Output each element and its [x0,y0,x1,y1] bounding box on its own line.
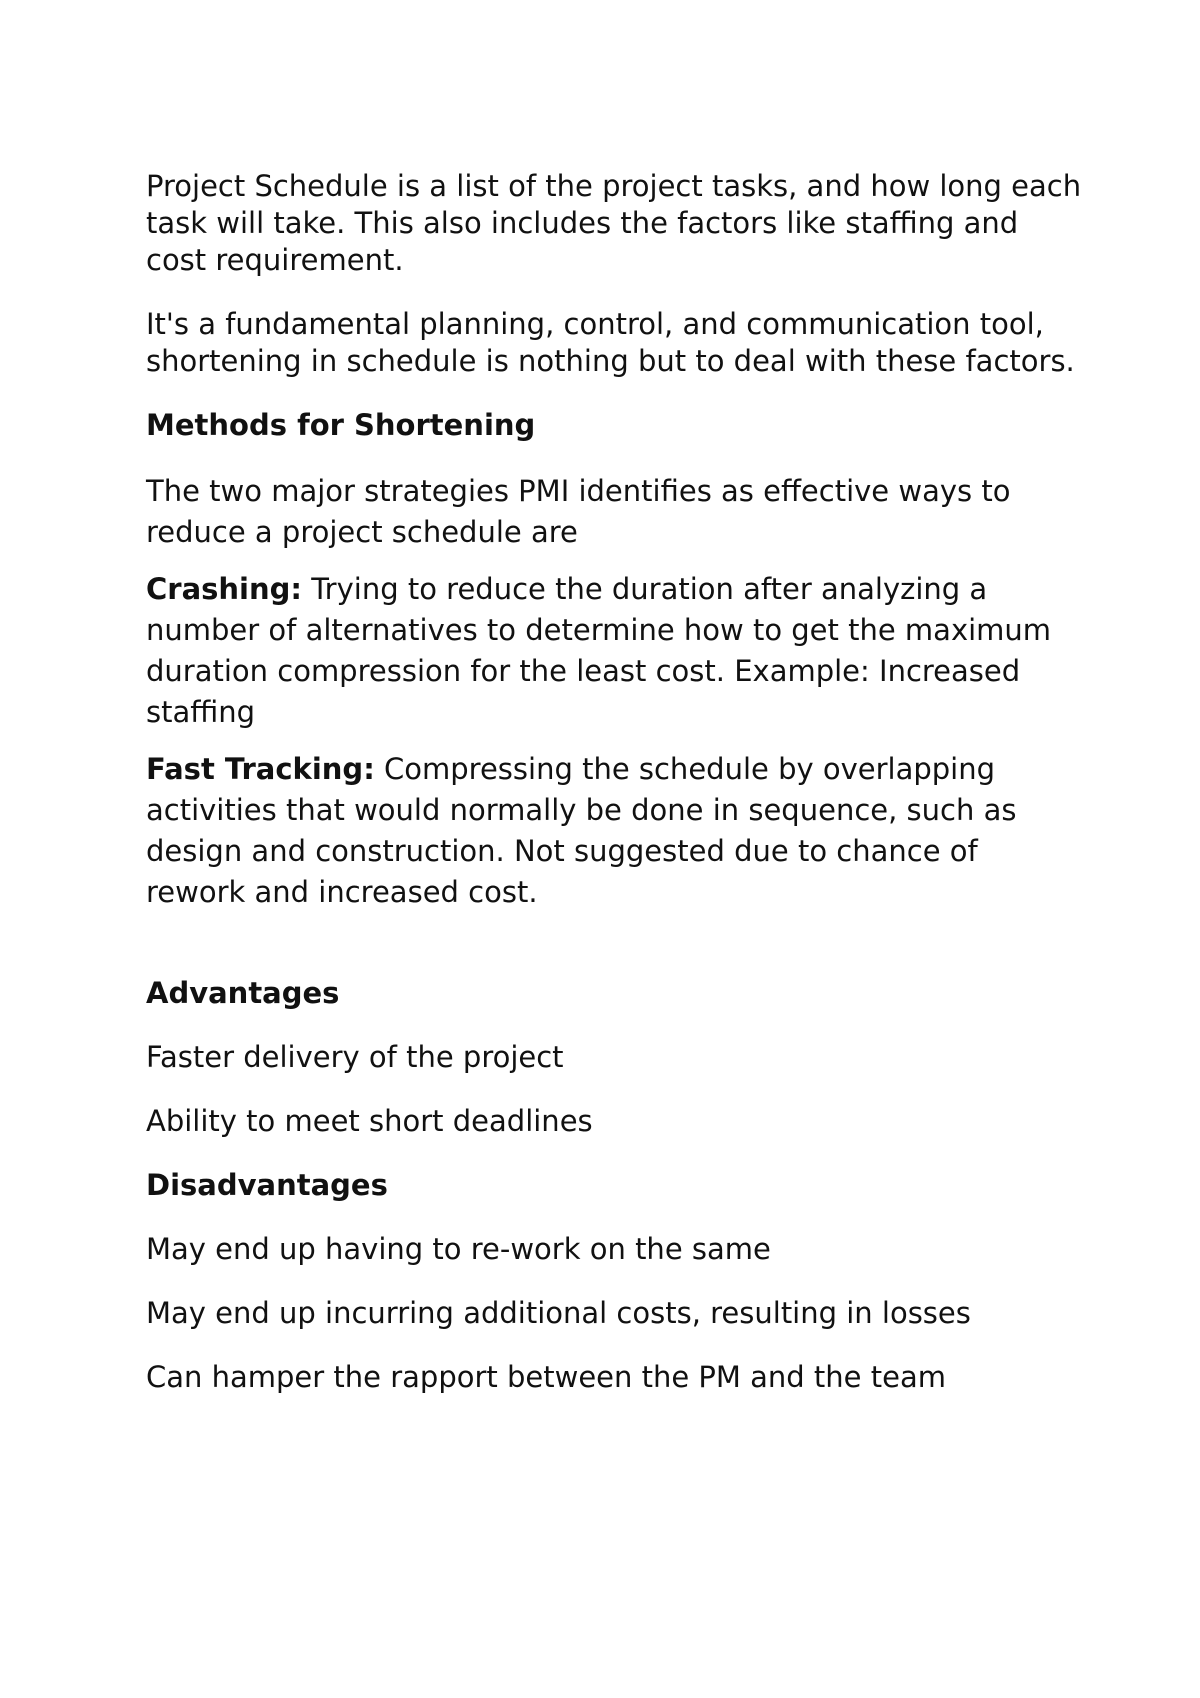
crashing-paragraph [146,569,1086,733]
document-page [146,168,1086,1423]
disadvantages-heading: Disadvantages [146,1168,388,1202]
fast-tracking-term: Fast Tracking: [146,752,375,786]
intro-paragraph-1: Project Schedule is a list of the project tasks, and how long each task will take. This also includes the factors like staffing and cost requirement. [146,169,1082,277]
advantage-item: Ability to meet short deadlines [146,1104,593,1138]
intro-paragraph-2: It's a fundamental planning, control, and communication tool, shortening in schedule is nothing but to deal with these factors. [146,307,1075,378]
disadvantage-item: May end up incurring additional costs, resulting in losses [146,1296,971,1330]
advantages-heading: Advantages [146,976,340,1010]
disadvantage-item: May end up having to re-work on the same [146,1232,771,1266]
fast-tracking-paragraph [146,749,1086,913]
advantage-item: Faster delivery of the project [146,1040,564,1074]
crashing-term: Crashing: [146,572,303,606]
methods-heading: Methods for Shortening [146,408,536,442]
methods-intro: The two major strategies PMI identifies as effective ways to reduce a project schedule are [146,474,1011,549]
crashing-text: Trying to reduce the duration after analyzing a number of alternatives to determine how to get the maximum duration compression for the least cost. Example: Increased staffing [146,572,1052,729]
fast-tracking-text: Compressing the schedule by overlapping activities that would normally be done in sequence, such as design and construction. Not suggested due to chance of rework and increased cost. [146,752,1017,909]
disadvantage-item: Can hamper the rapport between the PM and the team [146,1360,946,1394]
